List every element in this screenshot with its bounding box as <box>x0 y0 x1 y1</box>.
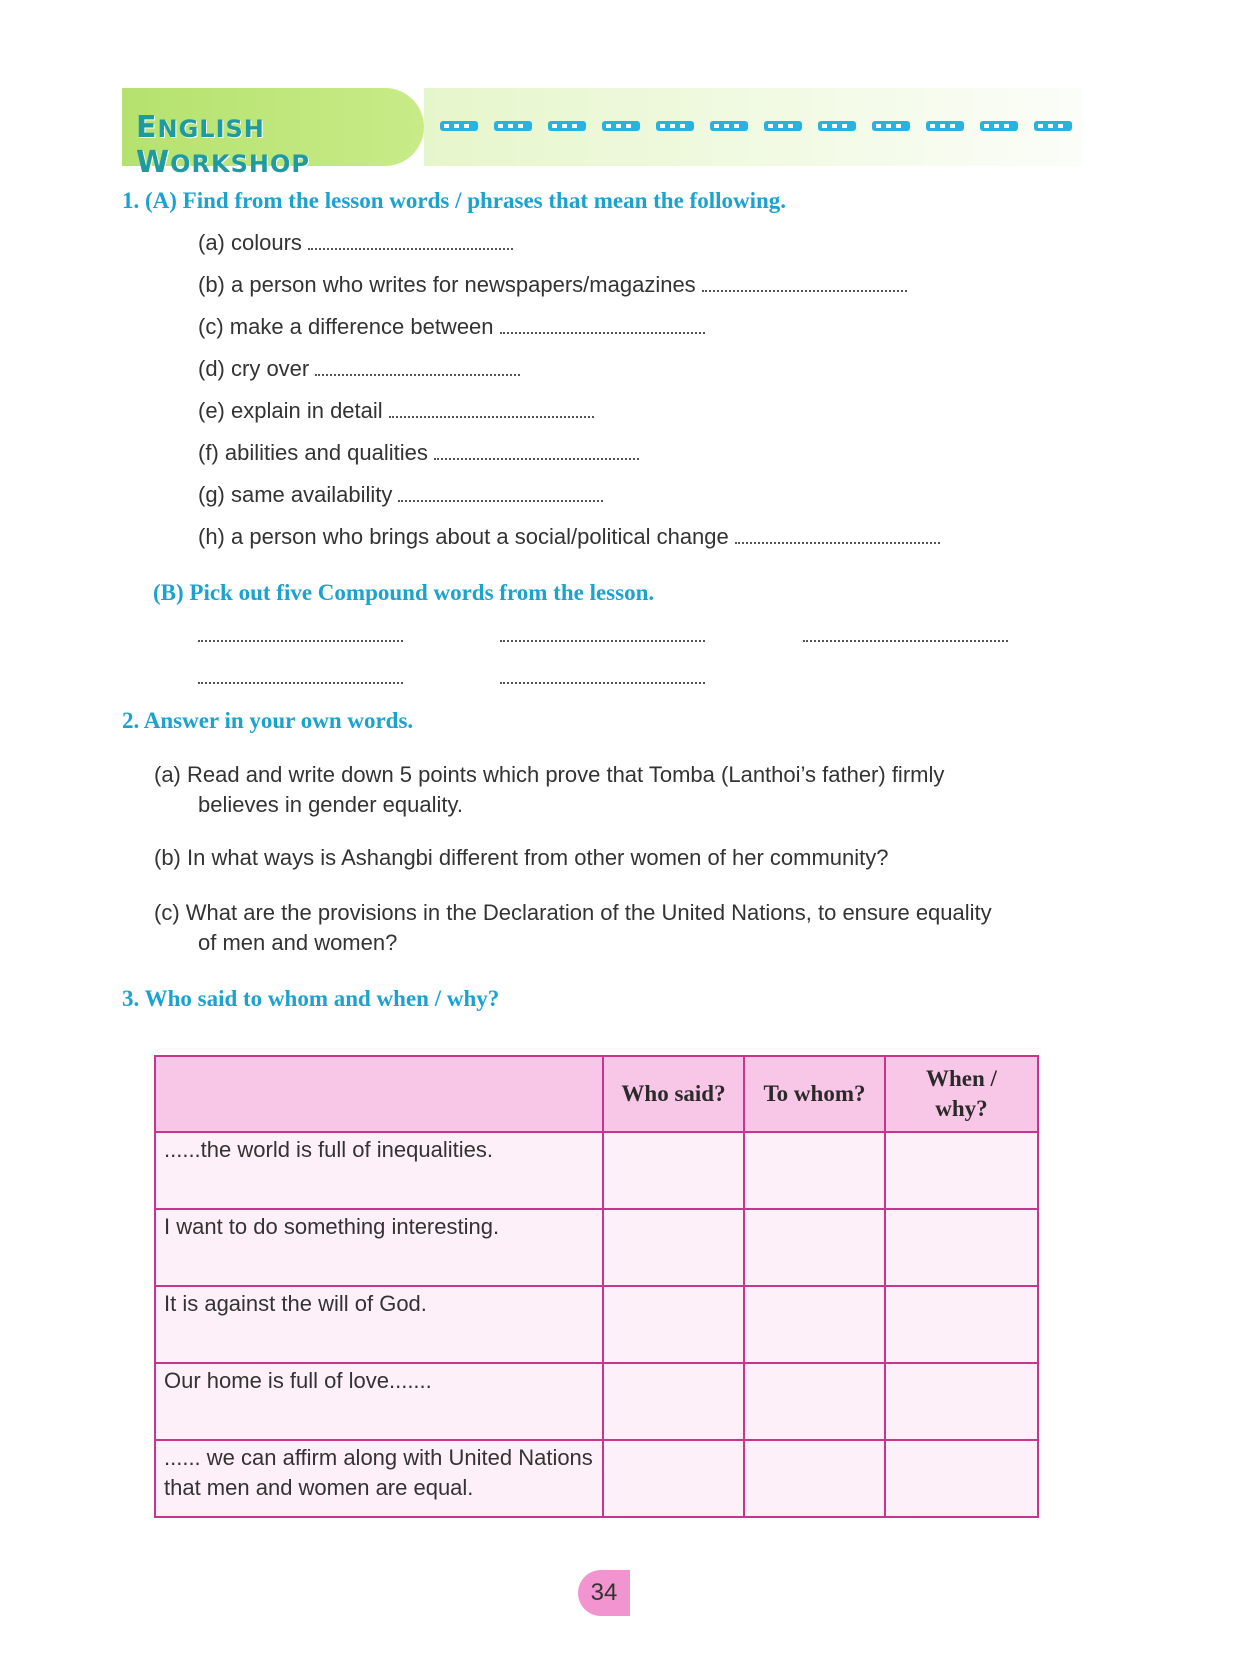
answer-blank[interactable] <box>500 331 705 334</box>
answer-cell[interactable] <box>603 1132 744 1209</box>
header-tab <box>122 88 424 180</box>
table-row <box>155 1209 1038 1286</box>
answer-cell[interactable] <box>744 1286 885 1363</box>
column-header-quote <box>155 1056 603 1132</box>
answer-blank[interactable] <box>735 541 940 544</box>
answer-cell[interactable] <box>744 1132 885 1209</box>
section-title: ENGLISH WORKSHOP <box>136 110 310 180</box>
question-1a-heading: 1. (A) Find from the lesson words / phrases that mean the following. <box>122 188 787 213</box>
answer-cell[interactable] <box>603 1209 744 1286</box>
answer-cell[interactable] <box>885 1440 1038 1517</box>
answer-blank[interactable] <box>389 415 594 418</box>
page-number: 34 <box>578 1570 630 1616</box>
answer-blank[interactable] <box>702 289 907 292</box>
compound-word-blank[interactable] <box>803 640 1008 642</box>
table-row <box>155 1363 1038 1440</box>
compound-word-blank[interactable] <box>198 682 403 684</box>
compound-word-blank[interactable] <box>500 640 705 642</box>
table-row <box>155 1132 1038 1209</box>
answer-cell[interactable] <box>885 1209 1038 1286</box>
list-item: (b) a person who writes for newspapers/magazines <box>198 272 907 298</box>
quote-cell: I want to do something interesting. <box>155 1209 603 1286</box>
answer-cell[interactable] <box>603 1440 744 1517</box>
table-row <box>155 1286 1038 1363</box>
answer-cell[interactable] <box>744 1363 885 1440</box>
column-header-to-whom: To whom? <box>744 1056 885 1132</box>
who-said-table <box>154 1055 1039 1518</box>
table-header-row <box>155 1056 1038 1132</box>
list-item: (f) abilities and qualities <box>198 440 639 466</box>
answer-blank[interactable] <box>315 373 520 376</box>
answer-cell[interactable] <box>885 1286 1038 1363</box>
list-item: (g) same availability <box>198 482 603 508</box>
question-2b: (b) In what ways is Ashangbi different from other women of her community? <box>154 845 889 870</box>
workshop-header <box>122 88 1082 180</box>
list-item: (h) a person who brings about a social/political change <box>198 524 940 550</box>
column-header-when-why: When / why? <box>885 1056 1038 1132</box>
question-1b-heading: (B) Pick out five Compound words from the lesson. <box>153 580 655 605</box>
answer-cell[interactable] <box>885 1132 1038 1209</box>
answer-blank[interactable] <box>434 457 639 460</box>
quote-cell: Our home is full of love....... <box>155 1363 603 1440</box>
quote-cell: It is against the will of God. <box>155 1286 603 1363</box>
list-item: (c) make a difference between <box>198 314 705 340</box>
question-2a: (a) Read and write down 5 points which prove that Tomba (Lanthoi’s father) firmly believes in gender equality. <box>154 762 945 817</box>
compound-word-blank[interactable] <box>500 682 705 684</box>
question-2-heading: 2. Answer in your own words. <box>122 708 414 733</box>
question-2c: (c) What are the provisions in the Declaration of the United Nations, to ensure equality of men and women? <box>154 900 992 955</box>
quote-cell: ...... we can affirm along with United Nations that men and women are equal. <box>155 1440 603 1517</box>
answer-cell[interactable] <box>603 1286 744 1363</box>
answer-cell[interactable] <box>744 1440 885 1517</box>
list-item: (d) cry over <box>198 356 520 382</box>
answer-blank[interactable] <box>398 499 603 502</box>
table-row <box>155 1440 1038 1517</box>
quote-cell: ......the world is full of inequalities. <box>155 1132 603 1209</box>
list-item: (e) explain in detail <box>198 398 594 424</box>
column-header-who-said: Who said? <box>603 1056 744 1132</box>
answer-cell[interactable] <box>744 1209 885 1286</box>
list-item: (a) colours <box>198 230 513 256</box>
answer-cell[interactable] <box>885 1363 1038 1440</box>
question-3-heading: 3. Who said to whom and when / why? <box>122 986 500 1011</box>
answer-blank[interactable] <box>308 247 513 250</box>
decorative-dashes <box>440 121 1080 131</box>
compound-word-blank[interactable] <box>198 640 403 642</box>
answer-cell[interactable] <box>603 1363 744 1440</box>
